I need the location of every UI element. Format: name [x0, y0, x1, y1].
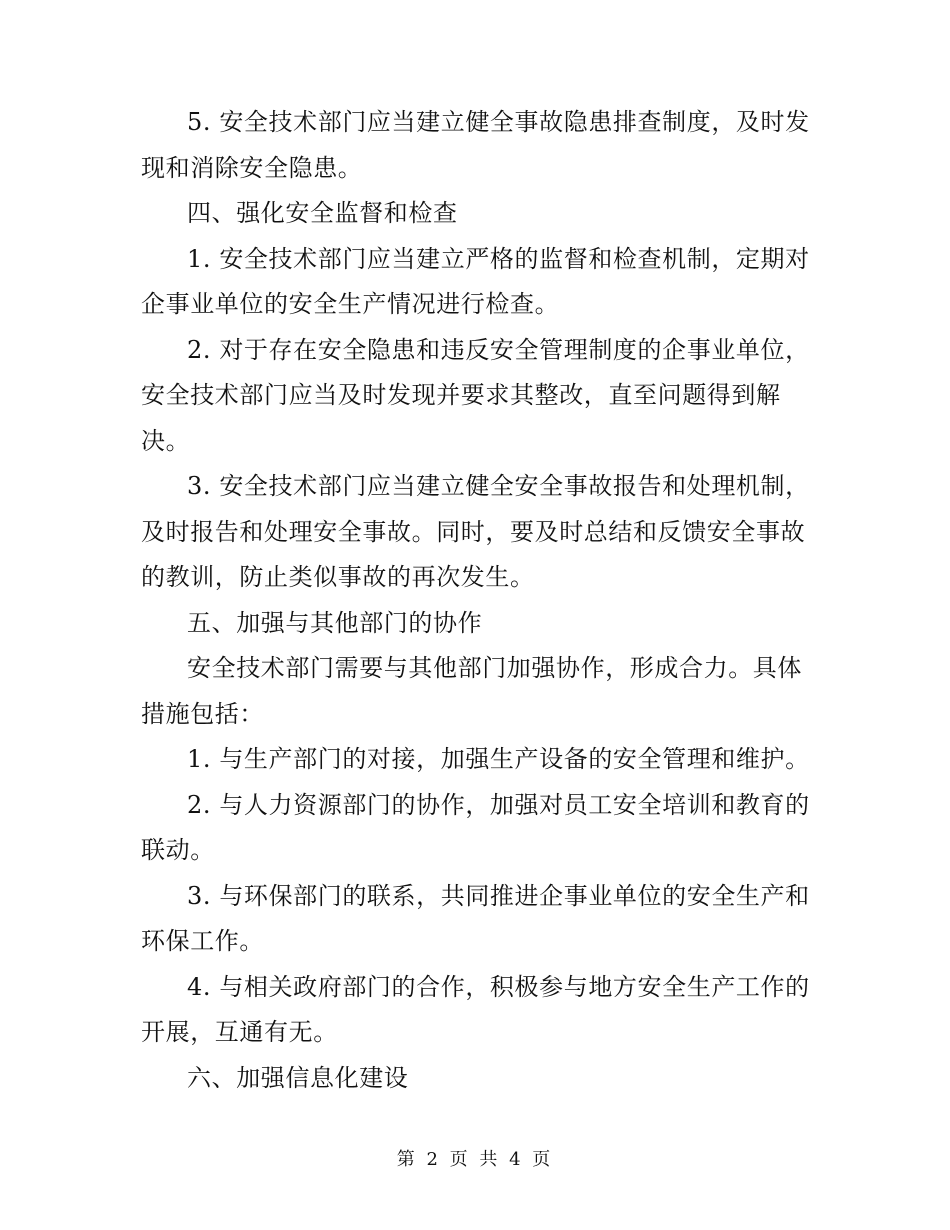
paragraph-item-5-hazard-inspection: 5. 安全技术部门应当建立健全事故隐患排查制度，及时发现和消除安全隐患。	[141, 108, 810, 182]
section-heading-supervision: 四、强化安全监督和检查	[187, 199, 458, 227]
paragraph-cooperation-intro: 安全技术部门需要与其他部门加强协作，形成合力。具体措施包括：	[141, 654, 802, 728]
paragraph-item-4-government: 4. 与相关政府部门的合作，积极参与地方安全生产工作的开展，互通有无。	[141, 972, 810, 1046]
paragraph-item-1-supervision-mechanism: 1. 安全技术部门应当建立严格的监督和检查机制，定期对企事业单位的安全生产情况进行检查。	[141, 244, 810, 318]
page-number-footer: 第 2 页 共 4 页	[396, 1149, 554, 1170]
document-body	[141, 100, 811, 1101]
section-heading-informatization: 六、加强信息化建设	[187, 1063, 409, 1092]
paragraph-item-2-human-resources: 2. 与人力资源部门的协作，加强对员工安全培训和教育的联动。	[141, 790, 810, 864]
paragraph-item-1-production: 1. 与生产部门的对接，加强生产设备的安全管理和维护。	[187, 745, 810, 773]
paragraph-item-3-environmental: 3. 与环保部门的联系，共同推进企事业单位的安全生产和环保工作。	[141, 881, 810, 955]
paragraph-item-2-rectification: 2. 对于存在安全隐患和违反安全管理制度的企事业单位，安全技术部门应当及时发现并要求其整改，直至问题得到解决。	[141, 335, 810, 455]
paragraph-item-3-accident-reporting: 3. 安全技术部门应当建立健全安全事故报告和处理机制，及时报告和处理安全事故。同时，要及时总结和反馈安全事故的教训，防止类似事故的再次发生。	[141, 472, 810, 591]
section-heading-cooperation: 五、加强与其他部门的协作	[187, 608, 483, 637]
